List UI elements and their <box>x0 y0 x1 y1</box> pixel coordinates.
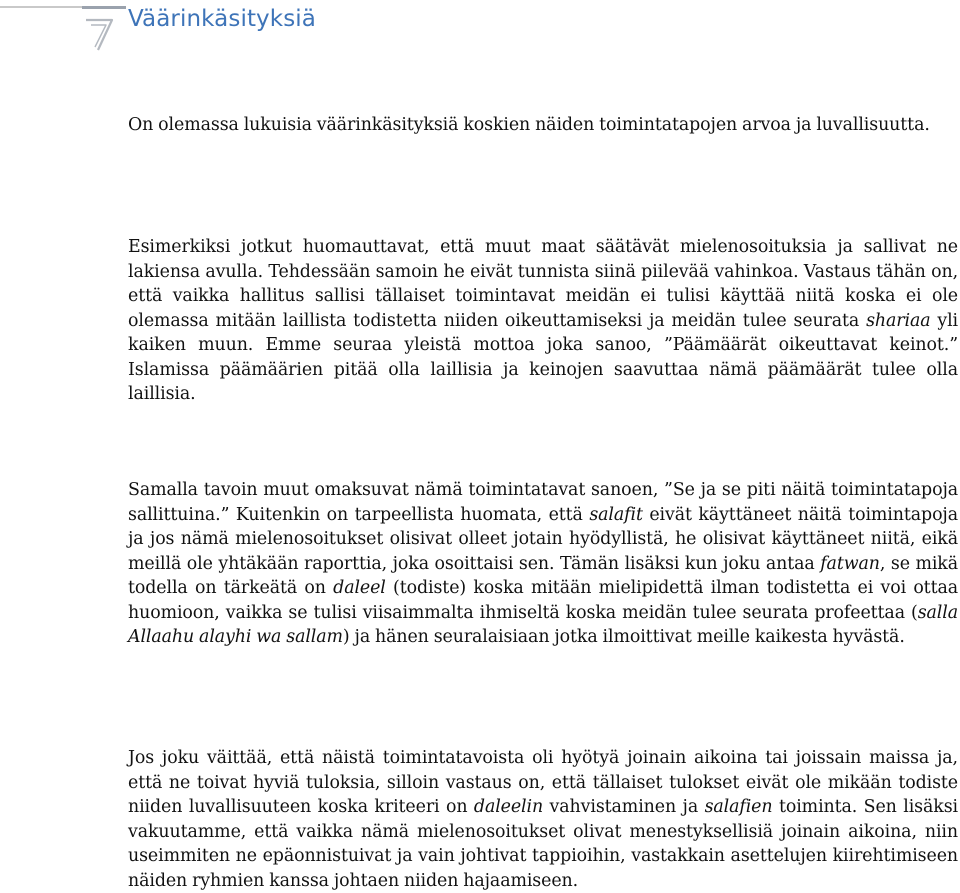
italic-term: daleelin <box>473 797 544 817</box>
paragraph-1 <box>128 113 958 138</box>
text-segment: yli kaiken muun. Emme seuraa yleistä mottoa joka sanoo, ”Päämäärät oikeuttavat keinot.” Islamissa päämäärien pitää olla laillisia ja keinojen saavuttaa nämä päämäärät tulee olla laillisia. <box>128 310 959 404</box>
text-segment: Samalla tavoin muut omaksuvat nämä toimintatavat sanoen, ”Se ja se piti näitä toimintatapoja sallittuina.” Kuitenkin on tarpeellista huomata, että <box>128 480 958 525</box>
paragraph-2 <box>128 235 958 407</box>
text-segment: eivät käyttäneet näitä toimintapoja ja jos nämä mielenosoitukset olisivat olleet jotain hyödyllistä, he olisivat käyttäneet niitä, eikä meillä ole yhtäkään raporttia, joka osoittaisi sen. Tämän lisäksi kun joku antaa <box>128 504 958 574</box>
page-number-outline <box>82 14 118 54</box>
italic-term: shariaa <box>866 310 931 331</box>
header-rule-accent <box>82 6 126 9</box>
paragraph-3 <box>128 478 958 650</box>
text-segment: vahvistaminen ja <box>543 797 705 817</box>
text-segment: ) ja hänen seuralaisiaan jotka ilmoittivat meille kaikesta hyvästä. <box>342 627 905 647</box>
text-segment: Jos joku väittää, että näistä toimintatavoista oli hyötyä joinain aikoina tai joissain maissa ja, että ne toivat hyviä tuloksia, silloin vastaus on, että tällaiset tulokset eivät ole mikään todiste niiden luvallisuuteen koska kriteeri on <box>128 748 958 817</box>
text-segment: , se mikä todella on tärkeätä on <box>128 553 958 598</box>
italic-term: fatwan <box>820 553 880 574</box>
italic-term: salla Allaahu alayhi wa sallam <box>128 602 958 647</box>
text-segment: (todiste) koska mitään mielipidettä ilman todistetta ei voi ottaa huomioon, vaikka se tulisi viisaimmalta ihmiseltä koska meidän tulee seurata profeettaa ( <box>128 578 958 623</box>
text-segment: On olemassa lukuisia väärinkäsityksiä koskien näiden toimintatapojen arvoa ja luvallisuutta. <box>128 115 930 135</box>
page-title: Väärinkäsityksiä <box>128 6 316 32</box>
paragraph-4 <box>128 746 958 893</box>
italic-term: salafit <box>589 504 643 525</box>
italic-term: salafien <box>704 797 773 817</box>
italic-term: daleel <box>333 578 386 598</box>
text-segment: Esimerkiksi jotkut huomauttavat, että muut maat säätävät mielenosoituksia ja sallivat ne lakiensa avulla. Tehdessään samoin he eivät tunnista siinä piilevää vahinkoa. Vastaus tähän on, että vaikka hallitus sallisi tällaiset toimintavat meidän ei tulisi käyttää niitä koska ei ole olemassa mitään laillista todistetta niiden oikeuttamiseksi ja meidän tulee seurata <box>128 237 958 331</box>
text-segment: toiminta. Sen lisäksi vakuutamme, että vaikka nämä mielenosoitukset olivat menestyksellisiä joinain aikoina, niin useimmiten ne epäonnistuivat ja vain johtivat tappioihin, vastakkain asettelujen kiirehtimiseen näiden ryhmien kanssa johtaen niiden hajaamiseen. <box>128 797 958 891</box>
